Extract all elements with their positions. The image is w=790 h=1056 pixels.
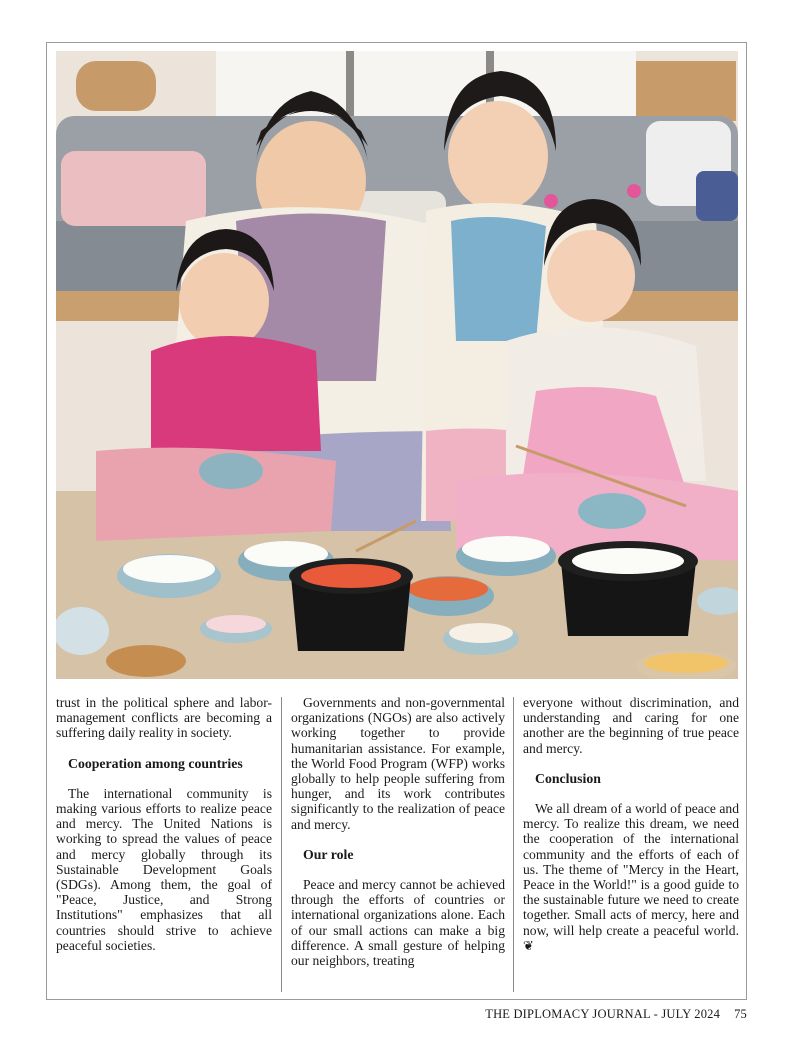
col3-paragraph-2-text: We all dream of a world of peace and mercy. To realize this dream, we need the cooperation of the international community and the efforts of each of us. The theme of "Mercy in the Heart, Peace in the World!" is a good guide to the sustainable future we need to create together. Small acts of mercy, here and now, will help create a peaceful world. (523, 801, 739, 938)
page-number: 75 (734, 1007, 747, 1021)
column-divider-2 (513, 697, 514, 992)
text-column-3 (523, 695, 739, 953)
column-divider-1 (281, 697, 282, 992)
photo-illustration (56, 51, 738, 679)
family-meal-photo (56, 51, 738, 679)
fleuron-icon: ❦ (523, 937, 534, 953)
col1-paragraph-1: trust in the political sphere and labor-management conflicts are becoming a suffering daily reality in society. (56, 695, 272, 741)
heading-our-role: Our role (303, 846, 354, 862)
heading-conclusion: Conclusion (535, 770, 601, 786)
journal-name: THE DIPLOMACY JOURNAL - JULY 2024 (485, 1007, 721, 1021)
col3-paragraph-2 (523, 801, 739, 953)
col1-paragraph-2: The international community is making various efforts to realize peace and mercy. The United Nations is working to spread the values of peace and mercy globally through its Sustainable Development Goals (SDGs). Among them, the goal of "Peace, Justice, and Strong Institutions" emphasizes that all countries should strive to achieve peaceful societies. (56, 785, 272, 953)
heading-cooperation: Cooperation among countries (68, 755, 243, 771)
page-footer (440, 1007, 747, 1022)
col3-paragraph-1: everyone without discrimination, and understanding and caring for one another are the beginning of true peace and mercy. (523, 695, 739, 756)
col2-paragraph-2: Peace and mercy cannot be achieved through the efforts of countries or international organizations alone. Each of our small actions can make a big difference. A small gesture of helping our neighbors, treating (291, 877, 505, 969)
text-column-1 (56, 695, 272, 953)
text-column-2 (291, 695, 505, 968)
col2-paragraph-1: Governments and non-governmental organizations (NGOs) are also actively working together to provide humanitarian assistance. For example, the World Food Program (WFP) works globally to help people suffering from hunger, and its work contributes significantly to the realization of peace and mercy. (291, 695, 505, 832)
